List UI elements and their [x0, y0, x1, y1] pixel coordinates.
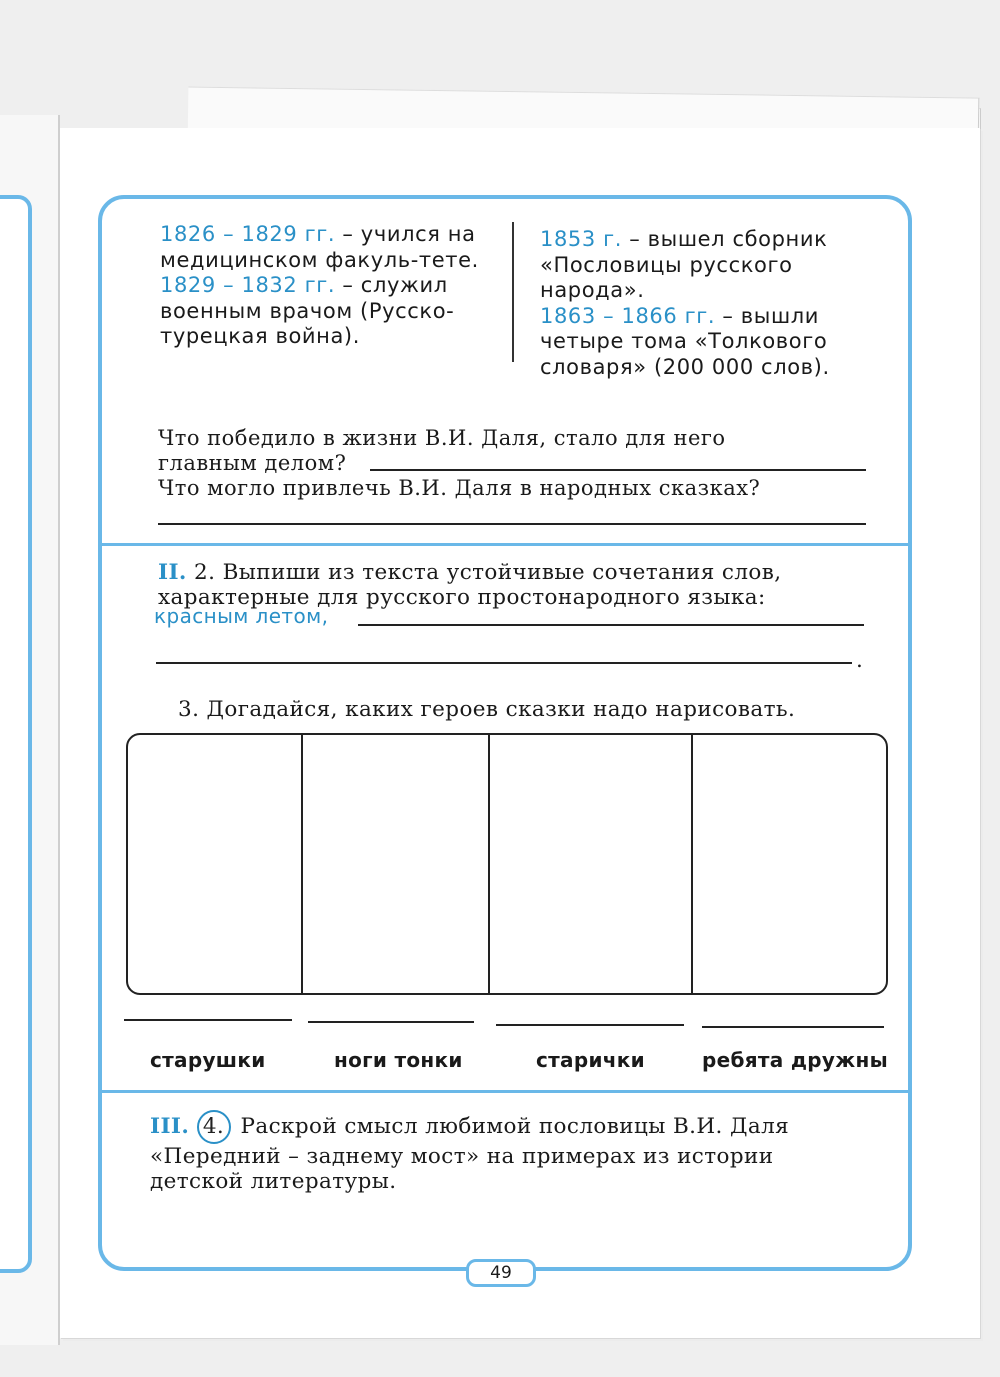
task-2-line-1 — [158, 560, 878, 585]
left-page-frame — [0, 195, 32, 1273]
timeline-left — [160, 222, 500, 350]
question-1-line-2: главным делом? — [158, 451, 347, 475]
task-4-line-1 — [150, 1110, 880, 1144]
page-number: 49 — [466, 1259, 536, 1287]
task-2-text: 2. Выпиши из текста устойчивые сочетания слов, — [186, 560, 782, 585]
task-2-example: красным летом, — [154, 604, 329, 628]
answer-line-hero-4[interactable] — [702, 1026, 884, 1028]
task-4-text: Раскрой смысл любимой пословицы В.И. Даля — [240, 1114, 790, 1139]
timeline-entry — [160, 273, 500, 350]
column-divider — [512, 222, 514, 362]
timeline-entry — [160, 222, 500, 273]
end-mark: . — [856, 648, 864, 673]
task-4-line-3: детской литературы. — [150, 1169, 397, 1194]
question-1-line-1: Что победило в жизни В.И. Даля, стало для него — [158, 426, 726, 450]
task-2-line-2: характерные для русского простонародного языка: — [158, 585, 766, 610]
drawing-box[interactable] — [126, 733, 888, 995]
answer-line-2[interactable] — [158, 523, 866, 525]
task-4-numeral: III. — [150, 1114, 190, 1139]
timeline-right — [540, 227, 870, 380]
timeline-text: – учился на медицинском факуль-тете. — [160, 222, 479, 272]
answer-line-3[interactable] — [358, 624, 864, 626]
timeline-entry — [540, 304, 870, 381]
hero-label: ноги тонки — [334, 1048, 463, 1072]
drawing-box-separator — [488, 733, 490, 995]
task-2 — [158, 560, 878, 610]
timeline-text: – вышли четыре тома «Толкового словаря» (200 000 слов). — [540, 303, 830, 379]
drawing-box-separator — [301, 733, 303, 995]
hero-label: старички — [536, 1048, 645, 1072]
question-2: Что могло привлечь В.И. Даля в народных сказках? — [158, 476, 761, 500]
hero-label: старушки — [150, 1048, 266, 1072]
answer-line-4[interactable] — [156, 662, 852, 664]
hero-label: ребята дружны — [702, 1048, 888, 1072]
timeline-years: 1826 – 1829 гг. — [160, 222, 336, 246]
answer-line-hero-2[interactable] — [308, 1021, 474, 1023]
task-4 — [150, 1110, 880, 1194]
answer-line-hero-1[interactable] — [124, 1019, 292, 1021]
task-2-numeral: II. — [158, 560, 187, 585]
answer-line-hero-3[interactable] — [496, 1024, 684, 1026]
timeline-years: 1829 – 1832 гг. — [160, 273, 336, 297]
timeline-text: – служил военным врачом (Русско-турецкая война). — [160, 273, 455, 348]
answer-line-1[interactable] — [370, 469, 866, 471]
section-divider — [98, 543, 912, 546]
timeline-years: 1853 г. — [540, 227, 623, 251]
timeline-text: – вышел сборник «Пословицы русского народа». — [540, 227, 828, 302]
timeline-entry — [540, 227, 870, 304]
task-4-number: 4. — [197, 1110, 231, 1144]
task-3-title: 3. Догадайся, каких героев сказки надо нарисовать. — [178, 697, 796, 722]
timeline-years: 1863 – 1866 гг. — [540, 303, 716, 328]
drawing-box-separator — [691, 733, 693, 995]
section-divider — [98, 1090, 912, 1093]
task-4-line-2: «Передний – заднему мост» на примерах из истории — [150, 1144, 774, 1169]
